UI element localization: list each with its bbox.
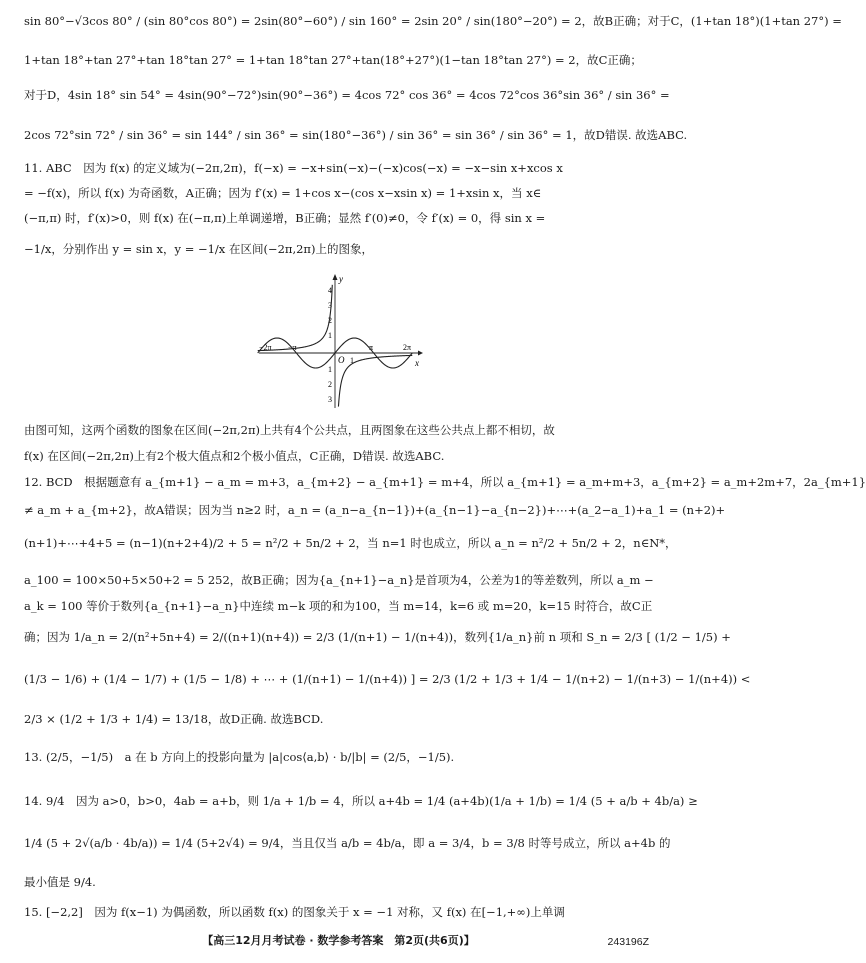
text-line: (1/3 − 1/6) + (1/4 − 1/7) + (1/5 − 1/8) + ⋯ + (1/(n+1) − 1/(n+4)) ] = 2/3 (1/2 + 1/3 + 1/4 − 1/(n+2) − 1/(n+3) − 1/(n+4)) < <box>24 672 751 686</box>
answer-12-line: 12. BCD 根据题意有 a_{m+1} − a_m = m+3，a_{m+2} − a_{m+1} = m+4，所以 a_{m+1} = a_m+m+3，a_{m+2} = a_m+2m+7，2a_{m+1} <box>24 475 866 489</box>
function-graph-figure <box>255 270 425 412</box>
text-line: 确；因为 1/a_n = 2/(n²+5n+4) = 2/((n+1)(n+4)) = 2/3 (1/(n+1) − 1/(n+4))，数列{1/a_n}前 n 项和 S_n = 2/3 [ (1/2 − 1/5) + <box>24 630 731 644</box>
text-line: a_100 = 100×50+5×50+2 = 5 252，故B正确；因为{a_{n+1}−a_n}是首项为4，公差为1的等差数列，所以 a_m − <box>24 573 654 587</box>
text-line: 1+tan 18°+tan 27°+tan 18°tan 27° = 1+tan 18°tan 27°+tan(18°+27°)(1−tan 18°tan 27°) = 2，故C正确； <box>24 53 642 67</box>
text-line: 对于D，4sin 18° sin 54° = 4sin(90°−72°)sin(90°−36°) = 4cos 72° cos 36° = 4cos 72°cos 36°sin 36° / sin 36° = <box>24 88 670 102</box>
page-footer: 【高三12月月考试卷 · 数学参考答案 第2页(共6页)】 <box>202 934 475 947</box>
x-tick-neg-2pi: −2π <box>259 343 272 352</box>
y-tick-2: 2 <box>328 316 332 325</box>
x-tick-neg-pi: −π <box>288 343 297 352</box>
x-axis-label: x <box>415 358 419 368</box>
text-line: a_k = 100 等价于数列{a_{n+1}−a_n}中连续 m−k 项的和为100，当 m=14，k=6 或 m=20，k=15 时符合，故C正 <box>24 599 653 613</box>
text-line: (−π,π) 时，f′(x)>0，则 f(x) 在(−π,π)上单调递增，B正确；显然 f′(0)≠0，令 f′(x) = 0，得 sin x = <box>24 211 546 225</box>
y-tick-neg-1: 1 <box>328 365 332 374</box>
x-tick-pi: π <box>369 343 374 352</box>
origin-label: O <box>338 355 345 365</box>
y-tick-neg-2: 2 <box>328 380 332 389</box>
text-line: sin 80°−√3cos 80° / (sin 80°cos 80°) = 2sin(80°−60°) / sin 160° = 2sin 20° / sin(180°−20°) = 2，故B正确；对于C，(1+tan 18°)(1+tan 27°) = <box>24 14 842 28</box>
answer-14-line: 14. 9/4 因为 a>0，b>0，4ab = a+b，则 1/a + 1/b = 4，所以 a+4b = 1/4 (a+4b)(1/a + 1/b) = 1/4 (5 + a/b + 4b/a) ≥ <box>24 794 698 808</box>
answer-13-line: 13. (2/5，−1/5) a 在 b 方向上的投影向量为 |a|cos⟨a,b⟩ · b/|b| = (2/5，−1/5). <box>24 750 455 764</box>
answer-15-line: 15. [−2,2] 因为 f(x−1) 为偶函数，所以函数 f(x) 的图象关于 x = −1 对称，又 f(x) 在[−1,+∞)上单调 <box>24 905 565 919</box>
text-line: f(x) 在区间(−2π,2π)上有2个极大值点和2个极小值点，C正确，D错误. 故选ABC. <box>24 449 445 463</box>
x-tick-one: 1 <box>350 356 354 365</box>
text-line: −1/x，分别作出 y = sin x，y = −1/x 在区间(−2π,2π)上的图象， <box>24 242 373 256</box>
text-line: 1/4 (5 + 2√(a/b · 4b/a)) = 1/4 (5+2√4) = 9/4，当且仅当 a/b = 4b/a，即 a = 3/4，b = 3/8 时等号成立，所以 a+4b 的 <box>24 836 671 850</box>
y-tick-1: 1 <box>328 331 332 340</box>
answer-11-line: 11. ABC 因为 f(x) 的定义域为(−2π,2π)，f(−x) = −x+sin(−x)−(−x)cos(−x) = −x−sin x+xcos x <box>24 161 563 175</box>
y-tick-3: 3 <box>328 301 332 310</box>
y-tick-4: 4 <box>328 286 332 295</box>
text-line: 由图可知，这两个函数的图象在区间(−2π,2π)上共有4个公共点，且两图象在这些公共点上都不相切，故 <box>24 423 555 437</box>
document-code: 243196Z <box>607 936 649 948</box>
text-line: ≠ a_m + a_{m+2}，故A错误；因为当 n≥2 时，a_n = (a_n−a_{n−1})+(a_{n−1}−a_{n−2})+⋯+(a_2−a_1)+a_1 = (n+2)+ <box>24 503 726 517</box>
text-line: (n+1)+⋯+4+5 = (n−1)(n+2+4)/2 + 5 = n²/2 + 5n/2 + 2，当 n=1 时也成立，所以 a_n = n²/2 + 5n/2 + 2，n∈N*， <box>24 536 677 550</box>
x-tick-2pi: 2π <box>403 343 412 352</box>
text-line: 最小值是 9/4. <box>24 875 96 889</box>
y-axis-label: y <box>339 274 343 284</box>
text-line: = −f(x)，所以 f(x) 为奇函数，A正确；因为 f′(x) = 1+cos x−(cos x−xsin x) = 1+xsin x，当 x∈ <box>24 186 542 200</box>
text-line: 2/3 × (1/2 + 1/3 + 1/4) = 13/18，故D正确. 故选BCD. <box>24 712 324 726</box>
y-tick-neg-3: 3 <box>328 395 332 404</box>
text-line: 2cos 72°sin 72° / sin 36° = sin 144° / sin 36° = sin(180°−36°) / sin 36° = sin 36° / sin 36° = 1，故D错误. 故选ABC. <box>24 128 688 142</box>
y-axis <box>333 274 338 408</box>
